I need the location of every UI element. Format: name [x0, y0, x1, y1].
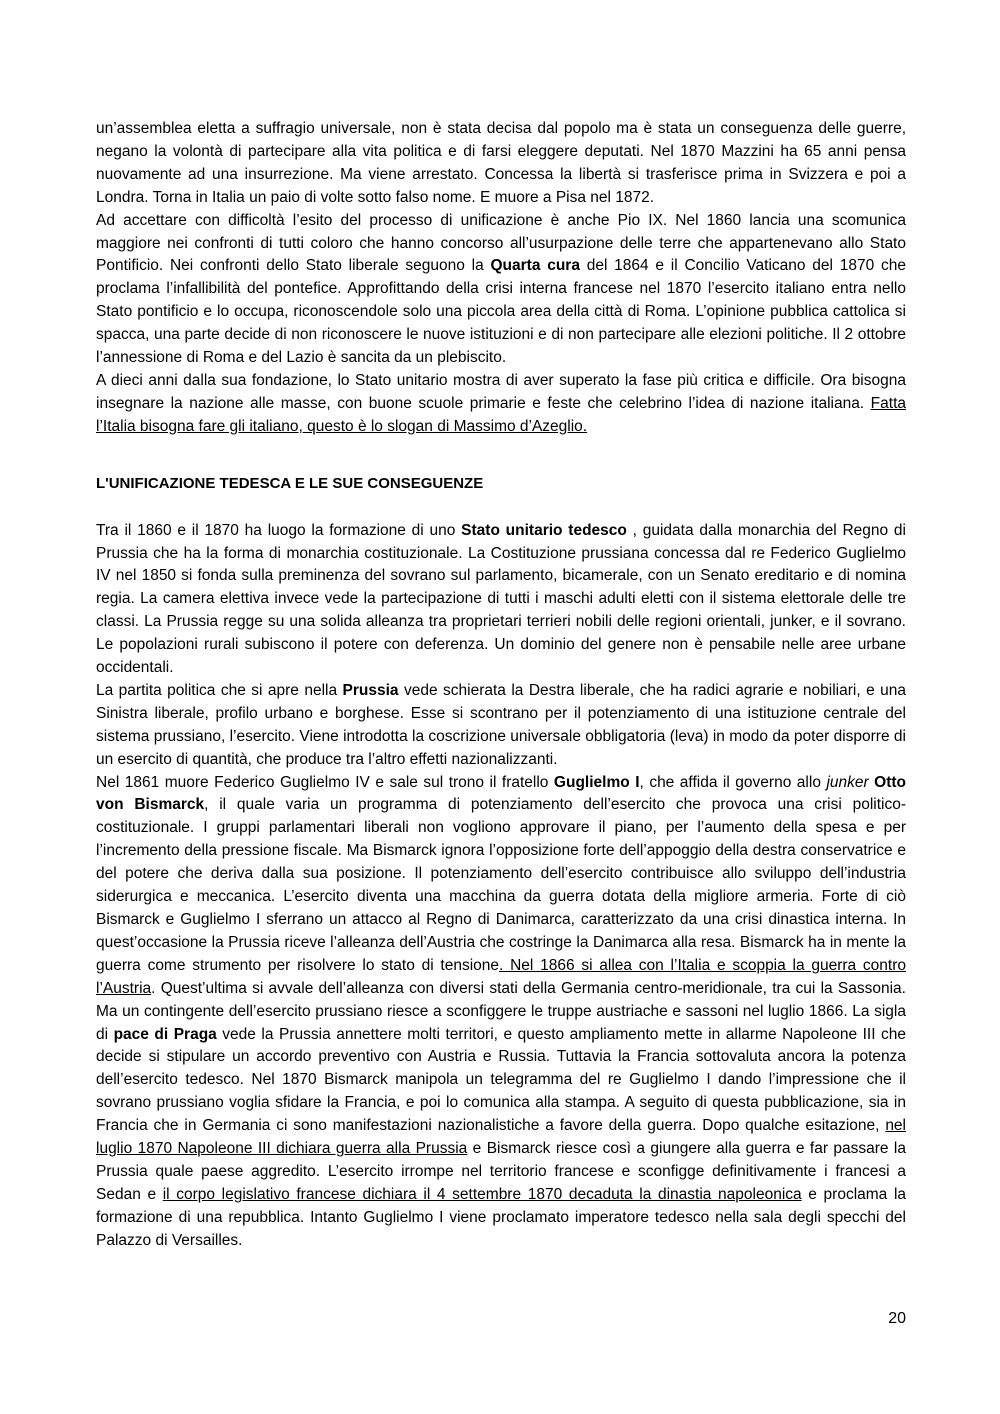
paragraph-text: A dieci anni dalla sua fondazione, lo Stato unitario mostra di aver superato la fase più critica e difficile. Ora bisogna insegnare la nazione alle masse, con buone scuole primarie e feste che celebrino l’idea di nazione italiana.: [96, 371, 906, 412]
underlined-text-1866: . Nel 1866 si allea con l’Italia e scoppia la guerra contro l’Austria: [96, 956, 906, 997]
paragraph-text: Nel 1861 muore Federico Guglielmo IV e sale sul trono il fratello: [96, 773, 554, 791]
paragraph-text: e Bismarck riesce così a giungere alla guerra e far passare la Prussia quale paese aggredito. L’esercito irrompe nel territorio francese e sconfigge definitivamente i francesi a Sedan e: [96, 1140, 906, 1203]
italic-term-junker: junker: [826, 773, 869, 791]
paragraph-text: Ad accettare con difficoltà l’esito del processo di unificazione è anche Pio IX. Nel 1860 lancia una scomunica maggiore nei confronti di tutti coloro che hanno concorso all’usurpazione delle terre che appartenevano allo Stato Pontificio. Nei confronti dello Stato liberale seguono la: [96, 211, 906, 275]
bold-term-stato-unitario-tedesco: Stato unitario tedesco: [461, 521, 627, 539]
bold-term-prussia: Prussia: [342, 681, 399, 699]
bold-term-guglielmo-i: Guglielmo I: [553, 773, 640, 791]
heading-spacer: [96, 496, 906, 520]
paragraph-pio-ix: [96, 210, 906, 370]
paragraph-text: . Quest’ultima si avvale dell’alleanza con diversi stati della Germania centro-meridionale, tra cui la Sassonia. Ma un contingente dell’esercito prussiano riesce a sconfiggere le truppe austriache e sassoni nel luglio 1866. La sigla di: [96, 979, 906, 1043]
underlined-text-dinastia: il corpo legislativo francese dichiara il 4 settembre 1870 decaduta la dinastia napoleonica: [162, 1185, 802, 1203]
paragraph-text: La partita politica che si apre nella: [96, 681, 343, 699]
paragraph-text: , il quale varia un programma di potenziamento dell’esercito che provoca una crisi politico-costituzionale. I gruppi parlamentari liberali non vogliono approvare il piano, per l’aumento della spesa e per l’incremento della pressione fiscale. Ma Bismarck ignora l’opposizione forte dell’appoggio della destra conservatrice e del potere che deriva dalla sua posizione. Il potenziamento dell’esercito contribuisce allo sviluppo dell’industria siderurgica e meccanica. L’esercito diventa una macchina da guerra dotata della migliore armeria. Forte di ciò Bismarck e Guglielmo I sferrano un attacco al Regno di Danimarca, caratterizzato da una crisi dinastica interna. In quest’occasione la Prussia riceve l’alleanza dell’Austria che costringe la Danimarca alla resa. Bismarck ha in mente la guerra come strumento per risolvere lo stato di tensione: [96, 796, 906, 974]
paragraph-mazzini: [96, 118, 906, 210]
paragraph-text: , che affida il governo allo: [639, 773, 827, 791]
paragraph-text: vede schierata la Destra liberale, che ha radici agrarie e nobiliari, e una Sinistra liberale, profilo urbano e borghese. Esse si scontrano per il potenziamento di una istituzione centrale del sistema prussiano, l’esercito. Viene introdotta la coscrizione universale obbligatoria (leva) in modo da poter disporre di un esercito di quantità, che produce tra l’altro effetti nazionalizzanti.: [96, 681, 906, 768]
paragraph-text: e proclama la formazione di una repubblica. Intanto Guglielmo I viene proclamato imperatore tedesco nella sala degli specchi del Palazzo di Versailles.: [96, 1185, 907, 1249]
paragraph-text: del 1864 e il Concilio Vaticano del 1870 che proclama l’infallibilità del pontefice. Approfittando della crisi interna francese nel 1870 l’esercito italiano entra nello Stato pontificio e lo occupa, riconoscendole solo una piccola area della città di Roma. L’opinione pubblica cattolica si spacca, una parte decide di non riconoscere le nuove istituzioni e di non partecipare alle elezioni politiche. Il 2 ottobre l’annessione di Roma e del Lazio è sancita da un plebiscito.: [96, 257, 906, 367]
bold-term-bismarck: Otto von Bismarck: [96, 773, 907, 814]
paragraph-stato-tedesco: [96, 520, 906, 680]
document-body: [96, 118, 906, 1253]
paragraph-text: , guidata dalla monarchia del Regno di Prussia che ha la forma di monarchia costituzionale. La Costituzione prussiana concessa dal re Federico Guglielmo IV nel 1850 si fonda sulla preminenza del sovrano sul parlamento, bicamerale, con un Senato ereditario e di nomina regia. La camera elettiva invece vede la partecipazione di tutti i maschi adulti eletti con il sistema elettorale delle tre classi. La Prussia regge su una solida alleanza tra proprietari terrieri nobili delle regioni orientali, junker, e il sovrano. Le popolazioni rurali subiscono il potere con deferenza. Un dominio del genere non è pensabile nelle aree urbane occidentali.: [96, 521, 906, 677]
bold-term-pace-di-praga: pace di Praga: [113, 1025, 217, 1043]
paragraph-stato-unitario: [96, 370, 906, 439]
paragraph-text: vede la Prussia annettere molti territori, e questo ampliamento mette in allarme Napoleone III che decide si stipulare un accordo preventivo con Austria e Russia. Tuttavia la Francia sottovaluta ancora la potenza dell’esercito tedesco. Nel 1870 Bismarck manipola un telegramma del re Guglielmo I dando l’impressione che il sovrano prussiano voglia sfidare la Francia, e poi lo comunica alla stampa. A seguito di questa pubblicazione, sia in Francia che in Germania ci sono manifestazioni nazionalistiche a favore della guerra. Dopo qualche esitazione,: [96, 1025, 907, 1135]
paragraph-prussia: [96, 680, 906, 772]
underlined-text-1870-guerra: nel luglio 1870 Napoleone III dichiara guerra alla Prussia: [96, 1117, 906, 1158]
underlined-slogan: Fatta l’Italia bisogna fare gli italiano, questo è lo slogan di Massimo d’Azeglio.: [96, 394, 906, 435]
paragraph-text: Tra il 1860 e il 1870 ha luogo la formazione di uno: [96, 521, 462, 539]
section-heading: L'UNIFICAZIONE TEDESCA E LE SUE CONSEGUENZE: [96, 474, 484, 492]
paragraph-text: un’assemblea eletta a suffragio universale, non è stata decisa dal popolo ma è stata un conseguenza delle guerre, negano la volontà di partecipare alla vita politica e di farsi eleggere deputati. Nel 1870 Mazzini ha 65 anni pensa nuovamente ad una insurrezione. Ma viene arrestato. Concessa la libertà si trasferisce prima in Svizzera e poi a Londra. Torna in Italia un paio di volte sotto falso nome. E muore a Pisa nel 1872.: [96, 120, 906, 206]
page-number: 20: [888, 1310, 906, 1327]
paragraph-bismarck: [96, 772, 906, 1253]
bold-term-quarta-cura: Quarta cura: [490, 257, 580, 275]
